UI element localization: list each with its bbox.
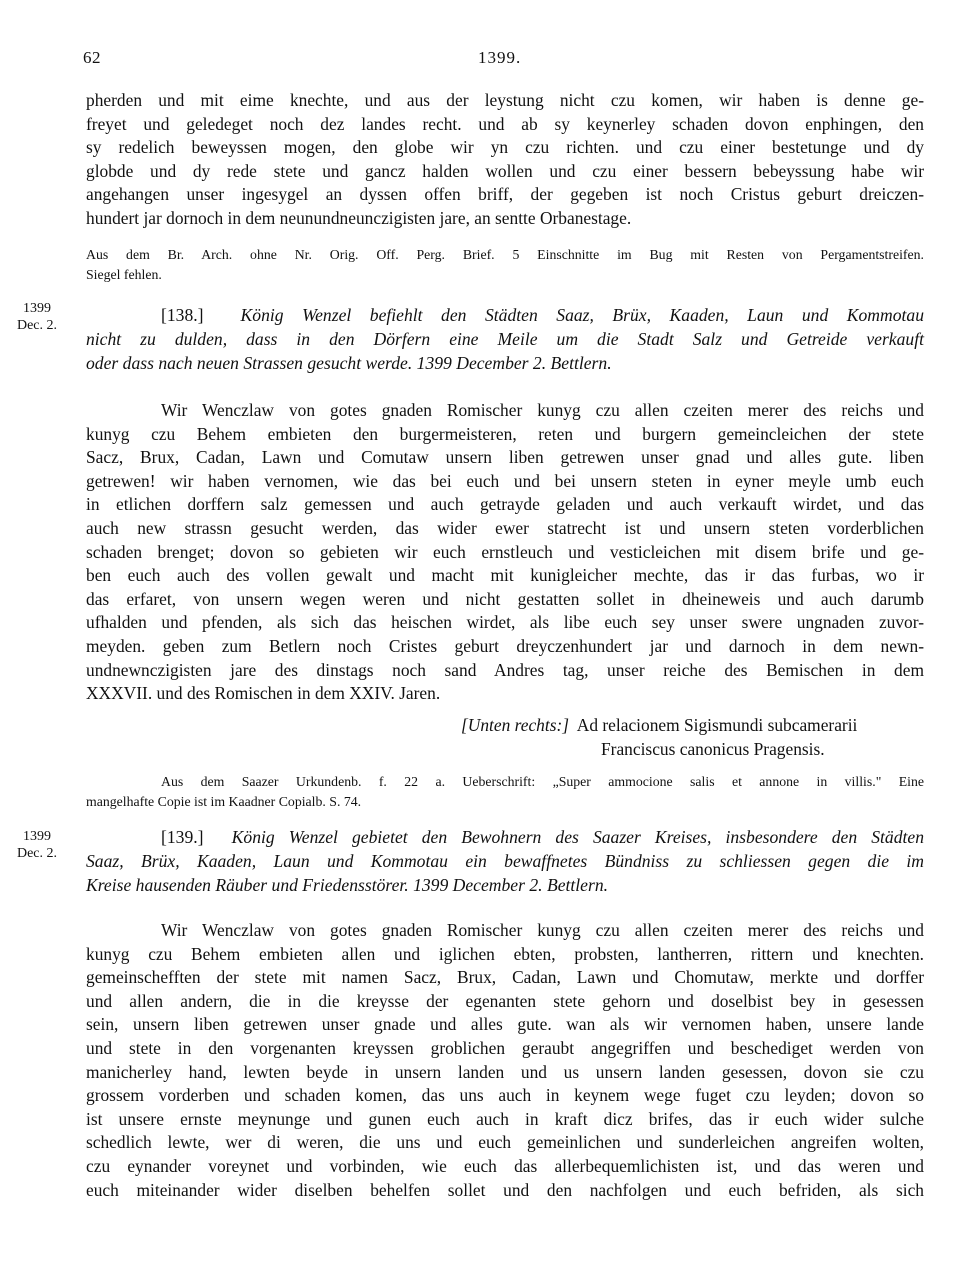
source-note-138 <box>86 772 924 812</box>
text-line: grossem vorderben und schaden komen, das uns auch in keynem wege fuget czu leyden; dovon so <box>86 1085 924 1106</box>
text-line: und stete in den vorgenanten kreyssen groblichen geraubt angegriffen und beschediget werden von <box>86 1037 924 1058</box>
text-line: hundert jar dornoch in dem neunundneunczigisten jare, an sentte Orbanestage. <box>86 207 632 228</box>
margin-date-138 <box>6 300 68 334</box>
heading-line <box>86 304 924 328</box>
text-line: ufhalden und pfenden, als sich das heischen wirdet, als libe euch sey unser swere ungnaden zuvor- <box>86 612 924 633</box>
text-line: manicherley hand, lewten beyde in unsern landen und us unsern landen gesessen, dovon sie czu <box>86 1061 924 1082</box>
document-body-139 <box>86 919 924 1202</box>
note-line: Siegel fehlen. <box>86 267 162 282</box>
text-line: das erfaret, von unsern wegen weren und nicht gestatten sollet in dheineweis und auch darumb <box>86 588 924 609</box>
margin-year: 1399 <box>23 829 51 844</box>
text-line: in etlichen dorffern salz gemessen und auch getrayde geladen und auch verkauft wirdet, und das <box>86 494 924 515</box>
continuation-paragraph <box>86 89 924 231</box>
heading-line: nicht zu dulden, dass in den Dörfern eine Meile um die Stadt Salz und Getreide verkauft <box>86 328 924 349</box>
running-head-year: 1399. <box>478 48 522 67</box>
text-line: euch miteinander wider diselben behelfen sollet und den nachfolgen und euch befriden, als sich <box>86 1179 924 1200</box>
text-line: gemeinschefften der stete mit namen Sacz, Brux, Cadan, Lawn und Chomutaw, merkte und dorffer <box>86 967 924 988</box>
document-number: [138.] <box>161 305 204 325</box>
text-line: sein, unsern liben getrewen unser gnade und alles gute. wan als wir vernomen haben, unsere lande <box>86 1014 924 1035</box>
document-heading-139 <box>86 826 924 897</box>
heading-text: König Wenzel befiehlt den Städten Saaz, Brüx, Kaaden, Laun und Kommotau <box>240 305 924 325</box>
page-number: 62 <box>83 48 101 67</box>
heading-text: König Wenzel gebietet den Bewohnern des Saazer Kreises, insbesondere den Städten <box>231 827 924 847</box>
text-line: undnewnczigisten jare des dinstags noch sand Andres tag, unser reiche des Bemischen in dem <box>86 659 924 680</box>
text-line: globde und dy rede stete und gancz halden wollen und czu einer bessern bebeyssung habe wir <box>86 160 924 181</box>
signature-block-138 <box>86 714 924 761</box>
margin-date-139 <box>6 828 68 862</box>
note-line: Aus dem Saazer Urkundenb. f. 22 a. Ueberschrift: „Super ammocione salis et annone in villis." Eine <box>161 774 924 789</box>
note-line: mangelhafte Copie ist im Kaadner Copialb. S. 74. <box>86 794 362 809</box>
margin-day: Dec. 2. <box>16 846 58 861</box>
heading-line <box>86 826 924 850</box>
source-note <box>86 245 924 285</box>
heading-line: oder dass nach neuen Strassen gesucht werde. 1399 December 2. Bettlern. <box>86 352 612 373</box>
signature-line: Franciscus canonicus Pragensis. <box>601 738 825 759</box>
margin-year: 1399 <box>23 301 51 316</box>
heading-line: Saaz, Brüx, Kaaden, Laun und Kommotau ein bewaffnetes Bündniss zu schliessen gegen die im <box>86 850 924 871</box>
signature-label: [Unten rechts:] <box>461 715 570 735</box>
text-line: kunyg czu Behem embieten allen und iglichen ebten, probsten, lantherren, rittern und knechten. <box>86 943 924 964</box>
text-line: XXXVII. und des Romischen in dem XXIV. Jaren. <box>86 683 441 704</box>
text-line: czu eynander voreynet und vorbinden, wie euch das allerbequemlichisten ist, und das weren und <box>86 1155 924 1176</box>
signature-text: Ad relacionem Sigismundi subcamerarii <box>576 715 858 735</box>
text-line: kunyg czu Behem embieten den burgermeisteren, reten und burgern gemeincleichen der stete <box>86 423 924 444</box>
signature-line <box>86 714 924 738</box>
text-line: meyden. geben zum Betlern noch Cristes geburt dreyczenhundert jar und darnoch in dem newn- <box>86 635 924 656</box>
text-line: pherden und mit eime knechte, und aus der leystung nicht czu komen, wir haben is denne ge- <box>86 90 924 110</box>
text-line: ben euch auch des vollen gewalt und macht mit kunigleicher mechte, das ir das furbas, wo ir <box>86 565 924 586</box>
text-line: Wir Wenczlaw von gotes gnaden Romischer kunyg czu allen czeiten merer des reichs und <box>161 920 924 940</box>
text-line: sy redelich beweyssen mogen, den globe wir yn czu richten. und czu einer bestetunge und dy <box>86 137 924 158</box>
heading-line: Kreise hausenden Räuber und Friedensstörer. 1399 December 2. Bettlern. <box>86 874 609 895</box>
text-line: getrewen! wir haben vernomen, wie das bei euch und bei unsern steten in eyner meyle umb euch <box>86 470 924 491</box>
text-line: und allen andern, die in die kreysse der egenanten stete gehorn und doselbist bey in gesessen <box>86 990 924 1011</box>
text-line: freyet und geledeget noch dez landes recht. und ab sy keynerley schaden dovon enphingen, den <box>86 113 924 134</box>
document-number: [139.] <box>161 827 204 847</box>
margin-day: Dec. 2. <box>16 318 58 333</box>
text-line: auch new strassn gesucht werden, das wider ewer statrecht ist und unsern steten vorderblichen <box>86 517 924 538</box>
text-line: angehangen unser ingesygel an dyssen offen briff, der gegeben ist noch Cristus geburt dreiczen- <box>86 184 924 205</box>
text-line: schaden brenget; dovon so gebieten wir euch ernstleuch und vesticleichen mit disem brife und ge- <box>86 541 924 562</box>
document-heading-138 <box>86 304 924 375</box>
text-line: schedlich lewte, wer di weren, die uns und euch gemeinlichen und sunderleichen angreifen wolten, <box>86 1132 924 1153</box>
text-line: Wir Wenczlaw von gotes gnaden Romischer kunyg czu allen czeiten merer des reichs und <box>161 400 924 420</box>
note-line: Aus dem Br. Arch. ohne Nr. Orig. Off. Perg. Brief. 5 Einschnitte im Bug mit Resten von Pergamentstreifen. <box>86 247 924 262</box>
text-line: Sacz, Brux, Cadan, Lawn und Comutaw unsern liben getrewen unser gnad und alles gute. liben <box>86 447 924 468</box>
text-line: ist unsere ernste meynunge und gunen euch auch in kraft dicz brifes, das ir euch wider sulche <box>86 1108 924 1129</box>
document-body-138 <box>86 399 924 706</box>
